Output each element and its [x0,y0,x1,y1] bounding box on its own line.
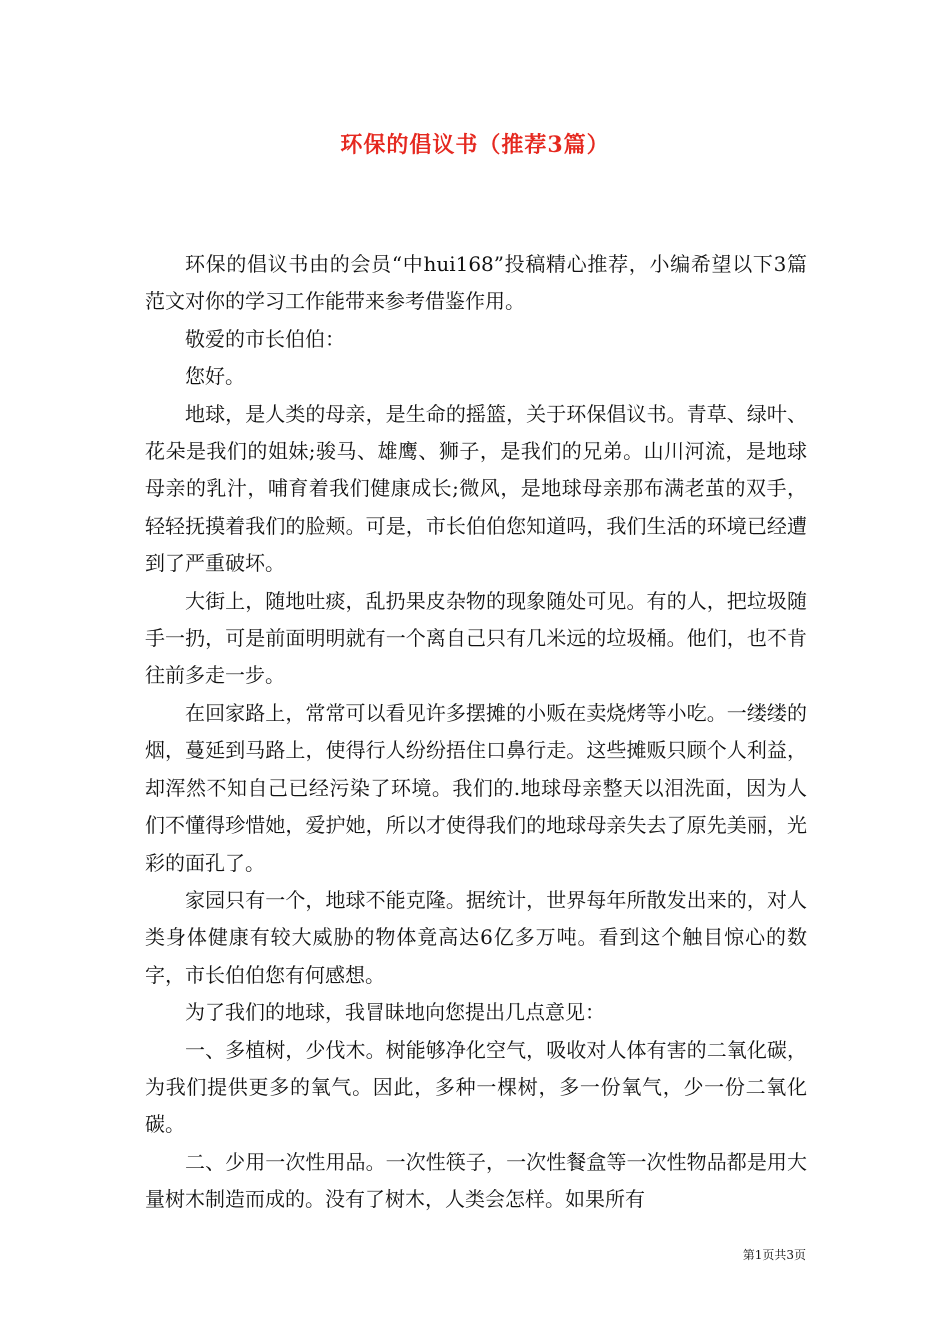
paragraph-street: 大街上，随地吐痰，乱扔果皮杂物的现象随处可见。有的人，把垃圾随手一扔，可是前面明明就有一个离自己只有几米远的垃圾桶。他们，也不肯往前多走一步。 [145,588,807,688]
paragraph-greeting: 您好。 [185,364,245,389]
document-title: 环保的倡议书（推荐3篇） [340,132,610,158]
paragraph-vendors: 在回家路上，常常可以看见许多摆摊的小贩在卖烧烤等小吃。一缕缕的烟，蔓延到马路上，使得行人纷纷捂住口鼻行走。这些摊贩只顾个人利益，却浑然不知自己已经污染了环境。我们的.地球母亲整天以泪洗面，因为人们不懂得珍惜她，爱护她，所以才使得我们的地球母亲失去了原先美丽，光彩的面孔了。 [145,700,807,875]
paragraph-suggestion-2: 二、少用一次性用品。一次性筷子，一次性餐盒等一次性物品都是用大量树木制造而成的。没有了树木，人类会怎样。如果所有 [145,1149,807,1212]
paragraph-suggestion-1: 一、多植树，少伐木。树能够净化空气，吸收对人体有害的二氧化碳，为我们提供更多的氧气。因此，多种一棵树，多一份氧气，少一份二氧化碳。 [145,1037,807,1137]
document-body [145,246,807,1219]
paragraph-intro: 环保的倡议书由的会员“中hui168”投稿精心推荐，小编希望以下3篇范文对你的学习工作能带来参考借鉴作用。 [145,252,807,314]
paragraph-suggestions-intro: 为了我们的地球，我冒昧地向您提出几点意见： [185,1000,605,1025]
paragraph-salutation: 敬爱的市长伯伯： [185,326,345,351]
page-number: 第1页共3页 [742,1248,806,1262]
paragraph-statistics: 家园只有一个，地球不能克隆。据统计，世界每年所散发出来的，对人类身体健康有较大威胁的物体竟高达6亿多万吨。看到这个触目惊心的数字，市长伯伯您有何感想。 [145,887,807,987]
paragraph-earth: 地球，是人类的母亲，是生命的摇篮，关于环保倡议书。青草、绿叶、花朵是我们的姐妹;骏马、雄鹰、狮子，是我们的兄弟。山川河流，是地球母亲的乳汁，哺育着我们健康成长;微风，是地球母亲那布满老茧的双手，轻轻抚摸着我们的脸颊。可是，市长伯伯您知道吗，我们生活的环境已经遭到了严重破坏。 [145,401,807,576]
